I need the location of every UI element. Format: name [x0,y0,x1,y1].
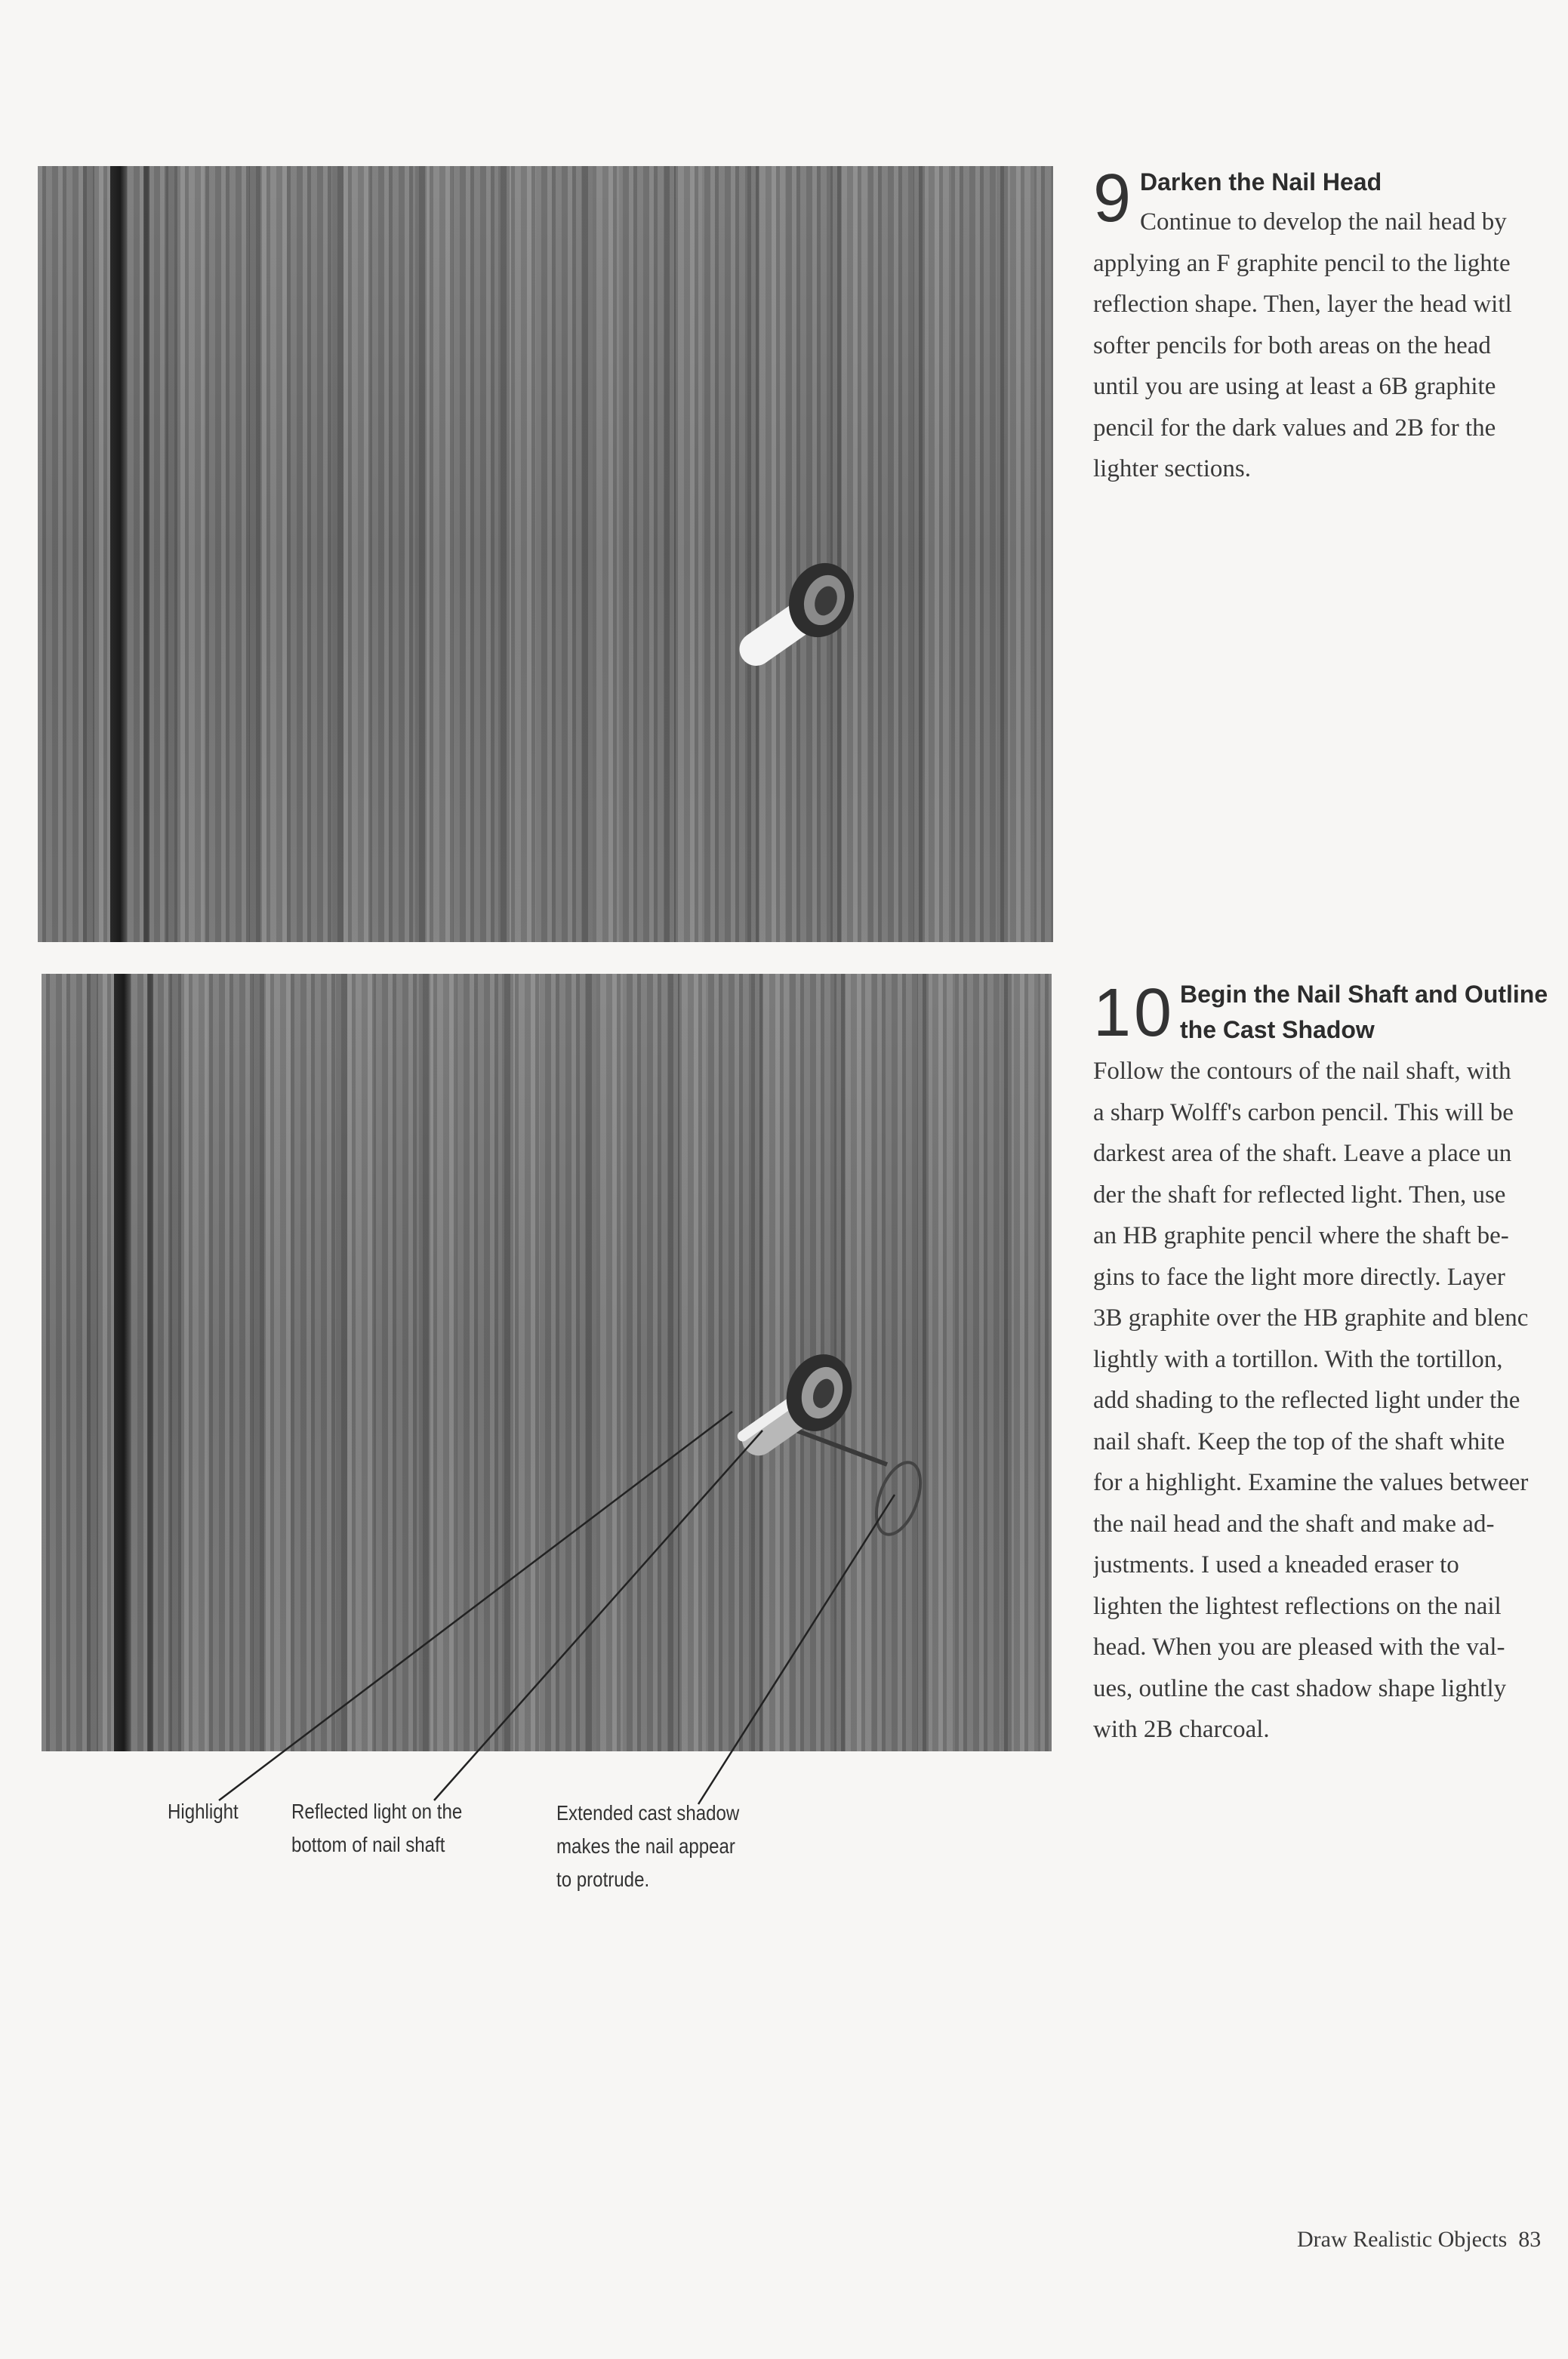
body-line: the nail head and the shaft and make ad- [1093,1510,1495,1538]
body-line: a sharp Wolff's carbon pencil. This will be [1093,1098,1514,1126]
section-title: Draw Realistic Objects [1297,2227,1508,2252]
step-body [1093,1051,1568,1751]
body-line: der the shaft for reflected light. Then, use [1093,1181,1506,1209]
step-9: 9 Darken the Nail Head Continue to develop the nail head by applying an F graphite pencil to the lighte reflection shape. Then, layer the head witl softer pencils for both areas on the head until you are using at least a 6B graphite pencil for the dark values and 2B for the lighter sections. [1093,162,1568,494]
body-line: lightly with a tortillon. With the tortillon, [1093,1345,1503,1373]
page-number: 83 [1518,2227,1542,2252]
caption-highlight: Highlight [168,1800,239,1823]
body-line: add shading to the reflected light under the [1093,1387,1520,1414]
step-number: 10 [1093,975,1175,1051]
step-number: 9 [1093,162,1132,236]
body-line: darkest area of the shaft. Leave a place un [1093,1140,1512,1167]
caption-reflected-light: Reflected light on the bottom of nail shaft [291,1800,463,1856]
body-line: lighten the lightest reflections on the nail [1093,1592,1502,1620]
step-title: Darken the Nail Head [1140,168,1382,196]
body-line: justments. I used a kneaded eraser to [1093,1551,1459,1578]
body-line: ues, outline the cast shadow shape lightly [1093,1674,1507,1702]
body-line: nail shaft. Keep the top of the shaft white [1093,1427,1505,1455]
body-line: 3B graphite over the HB graphite and blenc [1093,1304,1529,1332]
body-line: for a highlight. Examine the values betweer [1093,1469,1529,1496]
body-line: head. When you are pleased with the val- [1093,1634,1505,1661]
body-line: gins to face the light more directly. Layer [1093,1263,1505,1291]
body-line: an HB graphite pencil where the shaft be- [1093,1222,1509,1249]
step-title: Begin the Nail Shaft and Outline [1180,981,1548,1008]
body-line: with 2B charcoal. [1093,1716,1270,1743]
caption-cast-shadow: Extended cast shadow makes the nail appear to protrude. [556,1801,740,1891]
page-footer [1297,2227,1568,2253]
body-line: Follow the contours of the nail shaft, with [1093,1058,1511,1085]
step-10: 10 Begin the Nail Shaft and Outline the Cast Shadow Follow the contours of the nail shaft, with a sharp Wolff's carbon pencil. This will be darkest area of the shaft. Leave a place un der the shaft for reflected light. Then, use an HB graphite pencil where the shaft be- gins to face the light more directly. Layer 3B graphite over the HB graphite and blenc lightly with a tortillon. With the tortillon, add shading to the reflected light under the nail shaft. Keep the top of the shaft white for a highlight. Examine the values betweer the nail head and the shaft and make ad- justments. I used a kneaded eraser to lighten the lightest reflections on the nail head. When you are pleased with the val- ues, outline the cast shadow shape lightly with 2B charcoal. [1093,974,1568,1774]
